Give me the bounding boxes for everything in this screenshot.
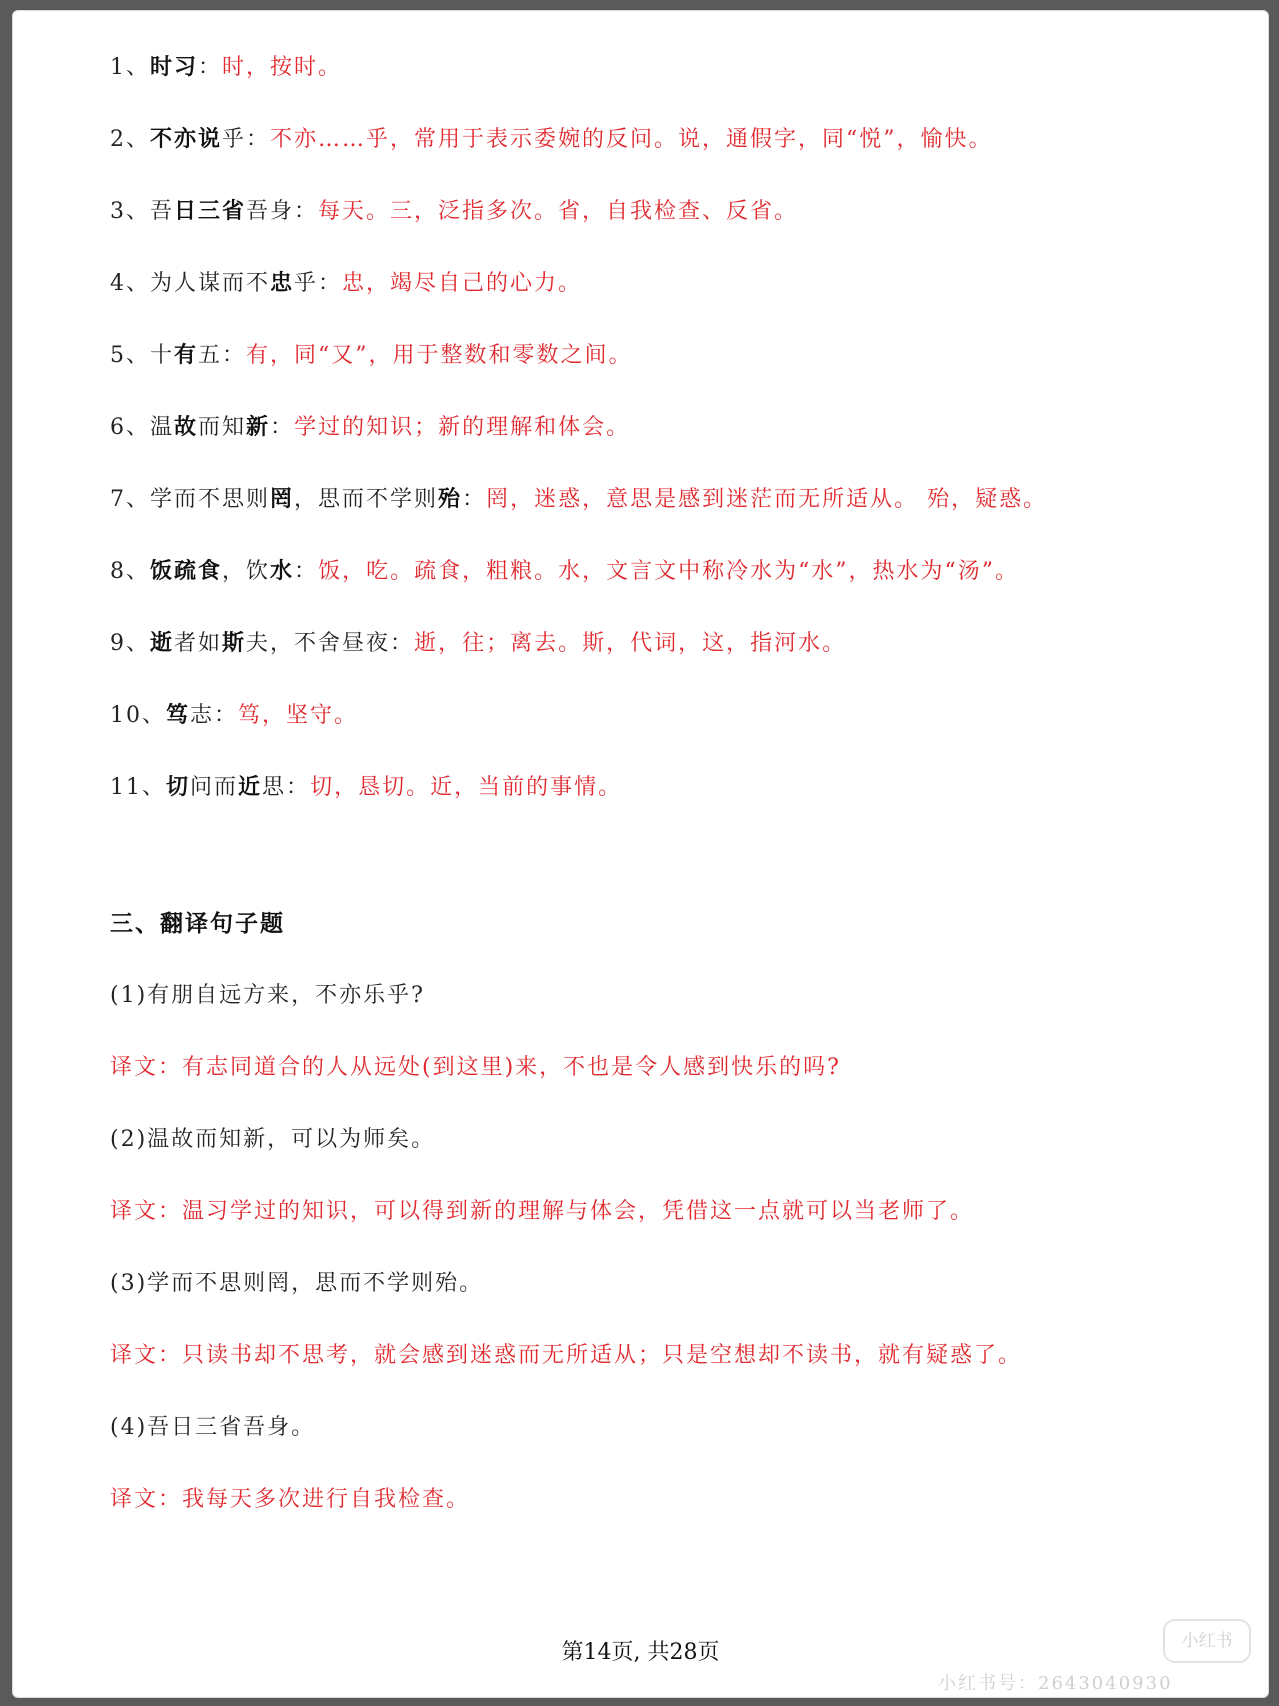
item-explanation: 切，恳切。近，当前的事情。 (310, 775, 623, 800)
phrase-text: ： (198, 55, 223, 80)
translation-answer: 译文：温习学过的知识，可以得到新的理解与体会，凭借这一点就可以当老师了。 (110, 1199, 975, 1224)
translation-answer: 译文：我每天多次进行自我检查。 (110, 1487, 471, 1512)
item-number: 1、 (110, 55, 150, 80)
item-explanation: 忠，竭尽自己的心力。 (342, 271, 583, 296)
item-explanation: 饭，吃。疏食，粗粮。水，文言文中称冷水为“水”，热水为“汤”。 (318, 559, 1020, 584)
item-number: 4、 (110, 271, 150, 296)
vocab-item (110, 628, 1228, 659)
item-explanation: 学过的知识；新的理解和体会。 (294, 415, 631, 440)
phrase-text: 问而 (190, 775, 239, 800)
phrase-text: 五： (198, 343, 247, 368)
vocab-item (110, 772, 1228, 803)
key-word: 逝 (150, 630, 175, 656)
key-word: 近 (238, 774, 263, 800)
key-word: 斯 (222, 630, 247, 656)
item-explanation: 不亦……乎，常用于表示委婉的反问。说，通假字，同“悦”，愉快。 (270, 127, 993, 152)
watermark-text: 小红书号：2643040930 (938, 1673, 1173, 1694)
item-number: 10、 (110, 703, 166, 728)
key-word: 饭疏食 (150, 558, 223, 584)
item-number: 5、 (110, 343, 150, 368)
item-number: 2、 (110, 127, 150, 152)
vocab-item (110, 340, 1228, 371)
translation-question: (1)有朋自远方来，不亦乐乎? (110, 983, 425, 1008)
phrase-text: 吾 (150, 199, 175, 224)
item-number: 8、 (110, 559, 150, 584)
phrase-text: ： (294, 559, 319, 584)
phrase-text: ： (270, 415, 295, 440)
key-word: 新 (246, 414, 271, 440)
vocab-item (110, 700, 1228, 731)
vocab-item (110, 196, 1228, 227)
item-explanation: 逝，往；离去。斯，代词，这，指河水。 (414, 631, 847, 656)
phrase-text: 而知 (198, 415, 247, 440)
phrase-text: 吾身： (246, 199, 319, 224)
watermark-logo: 小红书 (1163, 1619, 1251, 1663)
item-number: 9、 (110, 631, 150, 656)
vocab-item (110, 124, 1228, 155)
vocab-item (110, 484, 1228, 515)
page-footer: 第14页, 共28页 (561, 1640, 720, 1665)
item-explanation: 有，同“又”，用于整数和零数之间。 (246, 343, 633, 368)
vocab-item (110, 268, 1228, 299)
item-explanation: 时，按时。 (222, 55, 343, 80)
translation-question: (2)温故而知新，可以为师矣。 (110, 1127, 436, 1152)
translation-question: (3)学而不思则罔，思而不学则殆。 (110, 1271, 484, 1296)
phrase-text: 乎： (294, 271, 343, 296)
key-word: 不亦说 (150, 126, 223, 152)
item-number: 3、 (110, 199, 150, 224)
phrase-text: 乎： (222, 127, 271, 152)
key-word: 日三省 (174, 198, 247, 224)
phrase-text: 为人谋而不 (150, 271, 271, 296)
item-number: 11、 (110, 775, 166, 800)
item-explanation: 笃，坚守。 (238, 703, 359, 728)
translation-answer: 译文：只读书却不思考，就会感到迷惑而无所适从；只是空想却不读书，就有疑惑了。 (110, 1343, 1023, 1368)
item-explanation: 每天。三，泛指多次。省，自我检查、反省。 (318, 199, 799, 224)
key-word: 水 (270, 558, 295, 584)
key-word: 罔 (270, 486, 295, 512)
item-number: 6、 (110, 415, 150, 440)
key-word: 忠 (270, 270, 295, 296)
phrase-text: ： (462, 487, 487, 512)
vocab-item (110, 52, 1228, 83)
key-word: 故 (174, 414, 199, 440)
phrase-text: ，饮 (222, 559, 271, 584)
vocab-item (110, 412, 1228, 443)
phrase-text: 温 (150, 415, 175, 440)
phrase-text: 学而不思则 (150, 487, 271, 512)
phrase-text: 志： (190, 703, 239, 728)
translation-answer: 译文：有志同道合的人从远处(到这里)来，不也是令人感到快乐的吗? (110, 1055, 841, 1080)
translation-question: (4)吾日三省吾身。 (110, 1415, 316, 1440)
phrase-text: 思： (262, 775, 311, 800)
phrase-text: 夫，不舍昼夜： (246, 631, 415, 656)
key-word: 有 (174, 342, 199, 368)
section-title: 三、翻译句子题 (110, 910, 285, 937)
item-number: 7、 (110, 487, 150, 512)
key-word: 殆 (438, 486, 463, 512)
document-page (12, 10, 1269, 1698)
item-explanation: 罔，迷惑，意思是感到迷茫而无所适从。 殆，疑惑。 (486, 487, 1048, 512)
vocab-item (110, 556, 1228, 587)
phrase-text: ，思而不学则 (294, 487, 439, 512)
key-word: 切 (166, 774, 191, 800)
phrase-text: 十 (150, 343, 175, 368)
key-word: 时习 (150, 54, 199, 80)
phrase-text: 者如 (174, 631, 223, 656)
key-word: 笃 (166, 702, 191, 728)
